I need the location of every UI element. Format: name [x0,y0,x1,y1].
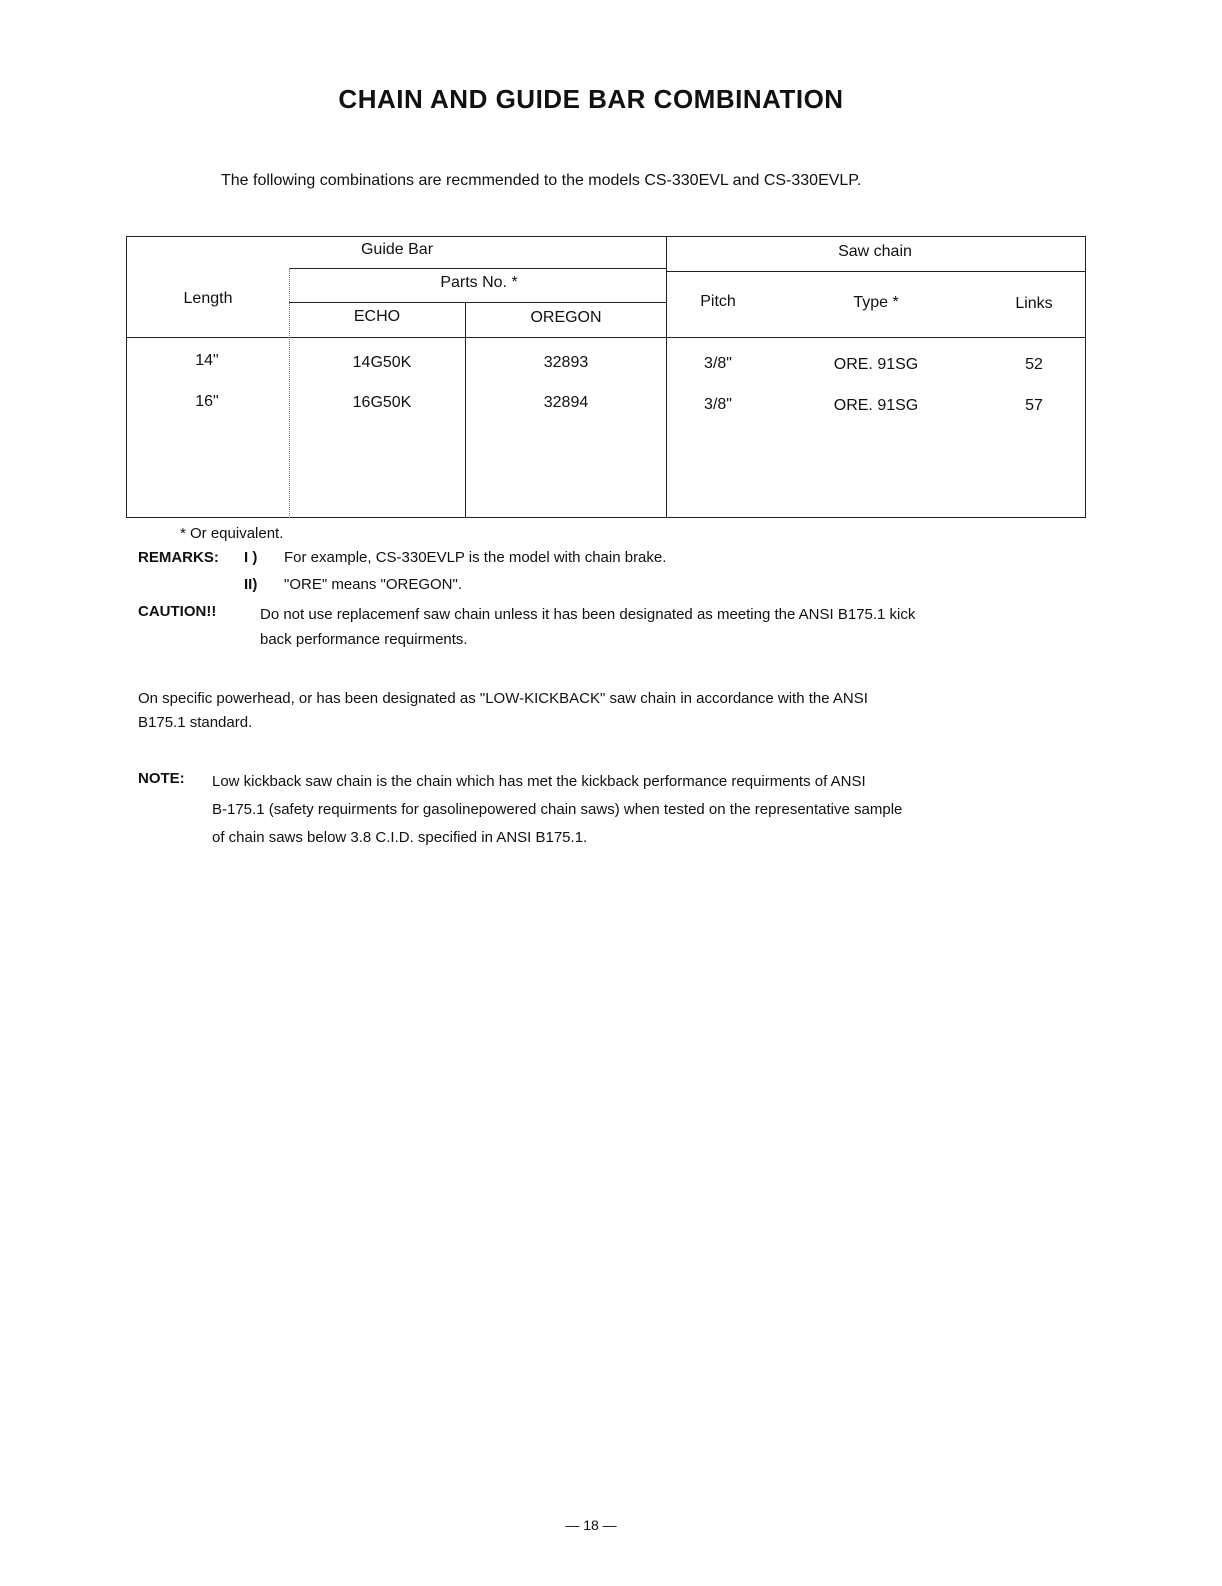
remarks-item2: "ORE" means "OREGON". [284,576,463,593]
combination-table [126,236,1086,518]
remarks-item1-marker: I ) [244,549,258,566]
note-line: of chain saws below 3.8 C.I.D. specified in ANSI B175.1. [212,829,588,846]
guide-bar-group-rule [289,268,666,269]
parts-no-header: Parts No. * [440,274,518,291]
table-border-bottom [126,517,1086,518]
guide-bar-header: Guide Bar [360,241,434,258]
paragraph-line: B175.1 standard. [138,714,253,731]
remarks-item2-marker: II) [244,576,258,593]
oregon-header: OREGON [530,309,602,326]
note-label: NOTE: [138,770,185,787]
remarks-item1: For example, CS-330EVLP is the model with chain brake. [284,549,667,566]
table-cell-type: ORE. 91SG [833,356,919,373]
echo-header: ECHO [353,308,401,325]
table-cell-oregon: 32893 [543,354,589,371]
table-cell-oregon: 32894 [543,394,589,411]
parts-no-rule [289,302,666,303]
caution-label: CAUTION!! [138,603,217,620]
page-title: CHAIN AND GUIDE BAR COMBINATION [338,84,844,114]
paragraph-line: On specific powerhead, or has been designated as "LOW-KICKBACK" saw chain in accordance with the ANSI [138,690,868,707]
table-border-top [126,236,1086,237]
type-header: Type * [853,294,899,311]
footnote: * Or equivalent. [180,525,284,542]
saw-chain-group-rule [666,271,1086,272]
length-header: Length [183,290,233,307]
table-cell-links: 57 [1025,397,1043,414]
pitch-header: Pitch [700,293,736,310]
group-divider-rule [666,236,667,518]
table-cell-type: ORE. 91SG [833,397,919,414]
saw-chain-header: Saw chain [838,243,912,260]
table-cell-length: 14" [195,352,219,369]
header-bottom-rule [126,337,1086,338]
caution-line: back performance requirments. [260,631,468,648]
intro-text: The following combinations are recmmended to the models CS-330EVL and CS-330EVLP. [221,172,862,189]
table-cell-echo: 16G50K [352,394,412,411]
table-cell-pitch: 3/8" [704,355,732,372]
table-cell-length: 16" [195,393,219,410]
table-border-right [1085,236,1086,518]
page-number: — 18 — [565,1517,617,1533]
table-cell-echo: 14G50K [352,354,412,371]
length-column-rule [289,268,290,518]
note-line: Low kickback saw chain is the chain which has met the kickback performance requirments of ANSI [212,773,866,790]
note-line: B-175.1 (safety requirments for gasolinepowered chain saws) when tested on the representative sample [212,801,903,818]
links-header: Links [1015,295,1053,312]
remarks-label: REMARKS: [138,549,219,566]
table-cell-links: 52 [1025,356,1043,373]
echo-column-rule [465,302,466,518]
caution-line: Do not use replacemenf saw chain unless it has been designated as meeting the ANSI B175.1 kick [260,606,916,623]
table-border-left [126,236,127,518]
table-cell-pitch: 3/8" [704,396,732,413]
